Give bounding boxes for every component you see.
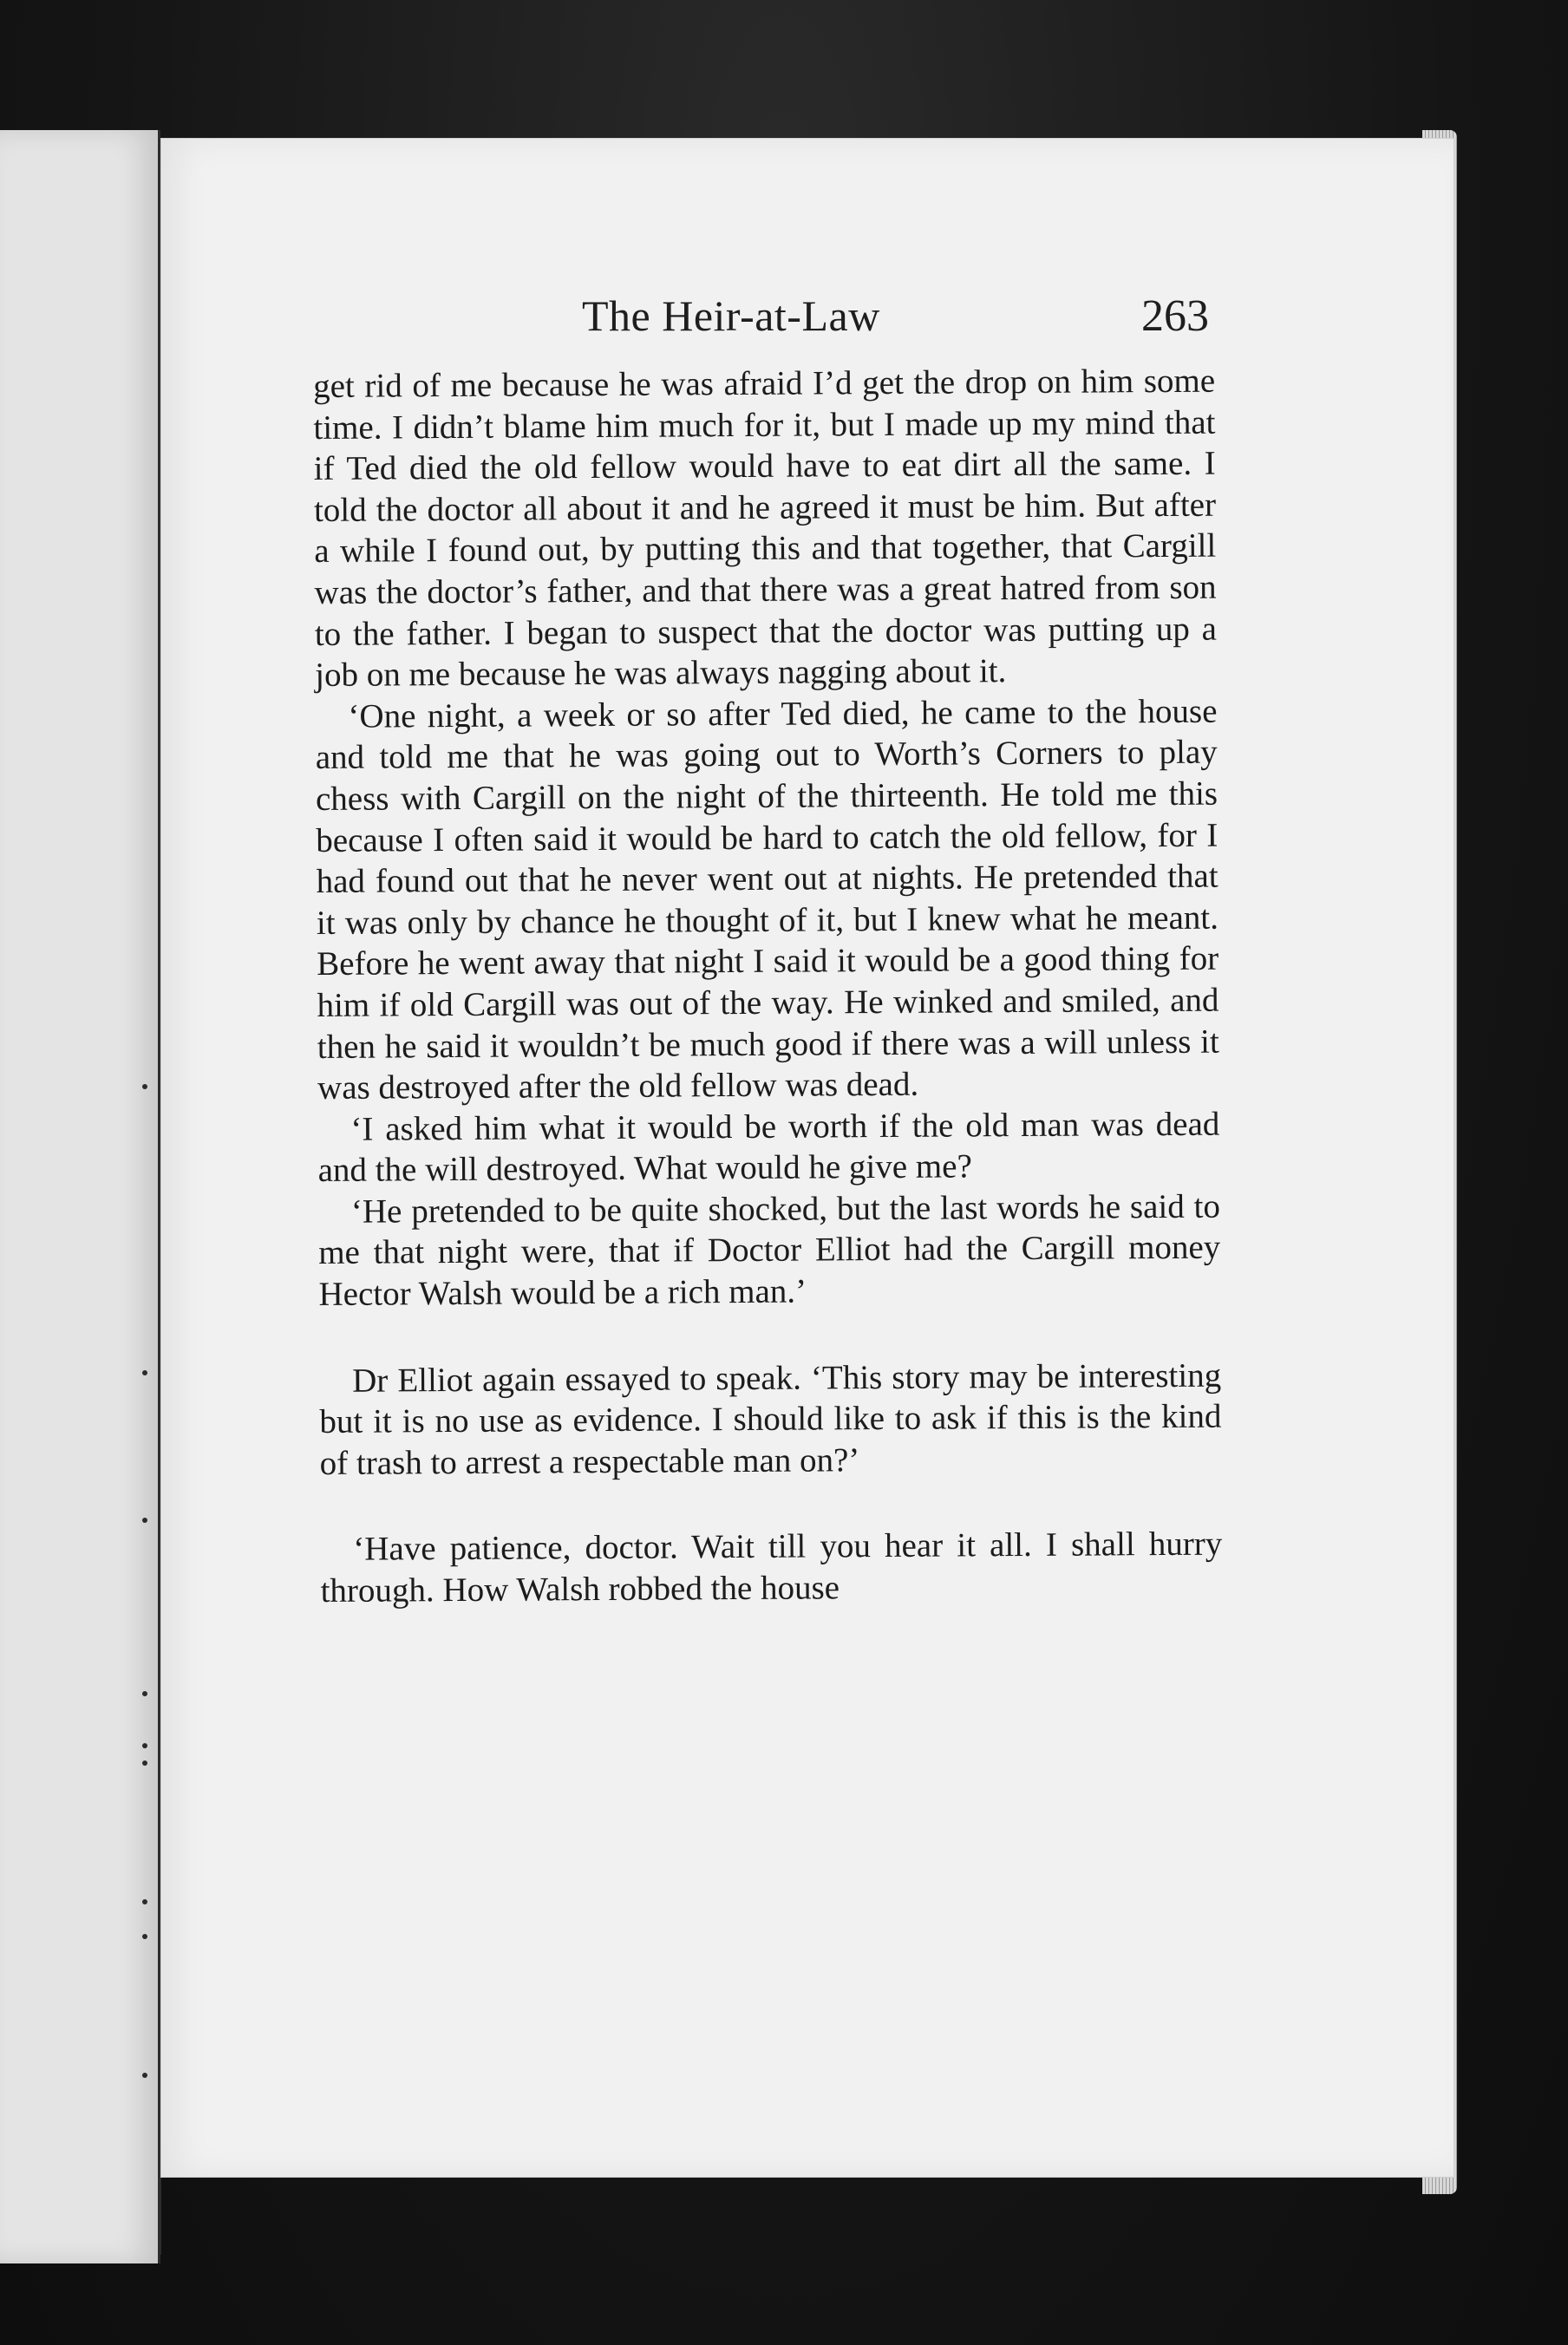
facing-page-edge [0, 130, 160, 2263]
book-page [161, 139, 1454, 2177]
paragraph-pretended-shocked: ‘He pretended to be quite shocked, but the last words he said to me that night were, that if Doctor Elliot had the Cargill money Hector Walsh would be a rich man.’ [318, 1187, 1221, 1314]
body-text [313, 361, 1223, 1612]
paragraph-have-patience: ‘Have patience, doctor. Wait till you hear it all. I shall hurry through. How Walsh robbed the house [320, 1525, 1223, 1610]
page-number: 263 [1141, 291, 1209, 341]
paragraph-asked-him: ‘I asked him what it would be worth if the old man was dead and the will destroyed. What would he give me? [317, 1105, 1220, 1190]
paragraph-continuation: get rid of me because he was afraid I’d get the drop on him some time. I didn’t blame him much for it, but I made up my mind that if Ted died the old fellow would have to eat dirt all the same. I told the doctor all about it and he agreed it must be him. But after a while I found out, by putting this and that together, that Cargill was the doctor’s father, and that there was a great hatred from son to the father. I began to suspect that the doctor was putting up a job on me because he was always nagging about it. [313, 362, 1217, 695]
facing-page-text-fragments [0, 130, 158, 2263]
paragraph-dr-elliot: Dr Elliot again essayed to speak. ‘This story may be interesting but it is no use as evidence. I should like to ask if this is the kind of trash to arrest a respectable man on?’ [319, 1356, 1222, 1482]
paragraph-one-night: ‘One night, a week or so after Ted died, he came to the house and told me that he was going out to Worth’s Corners to play chess with Cargill on the night of the thirteenth. He told me this because I often said it would be hard to catch the old fellow, for I had found out that he never went out at nights. He pretended that it was only by chance he thought of it, but I knew what he meant. Before he went away that night I said it would be a good thing for him if old Cargill was out of the way. He winked and smiled, and then he said it wouldn’t be much good if there was a will unless it was destroyed after the old fellow was dead. [315, 692, 1219, 1107]
running-head [161, 291, 1454, 360]
running-title: The Heir-at-Law [582, 291, 880, 340]
